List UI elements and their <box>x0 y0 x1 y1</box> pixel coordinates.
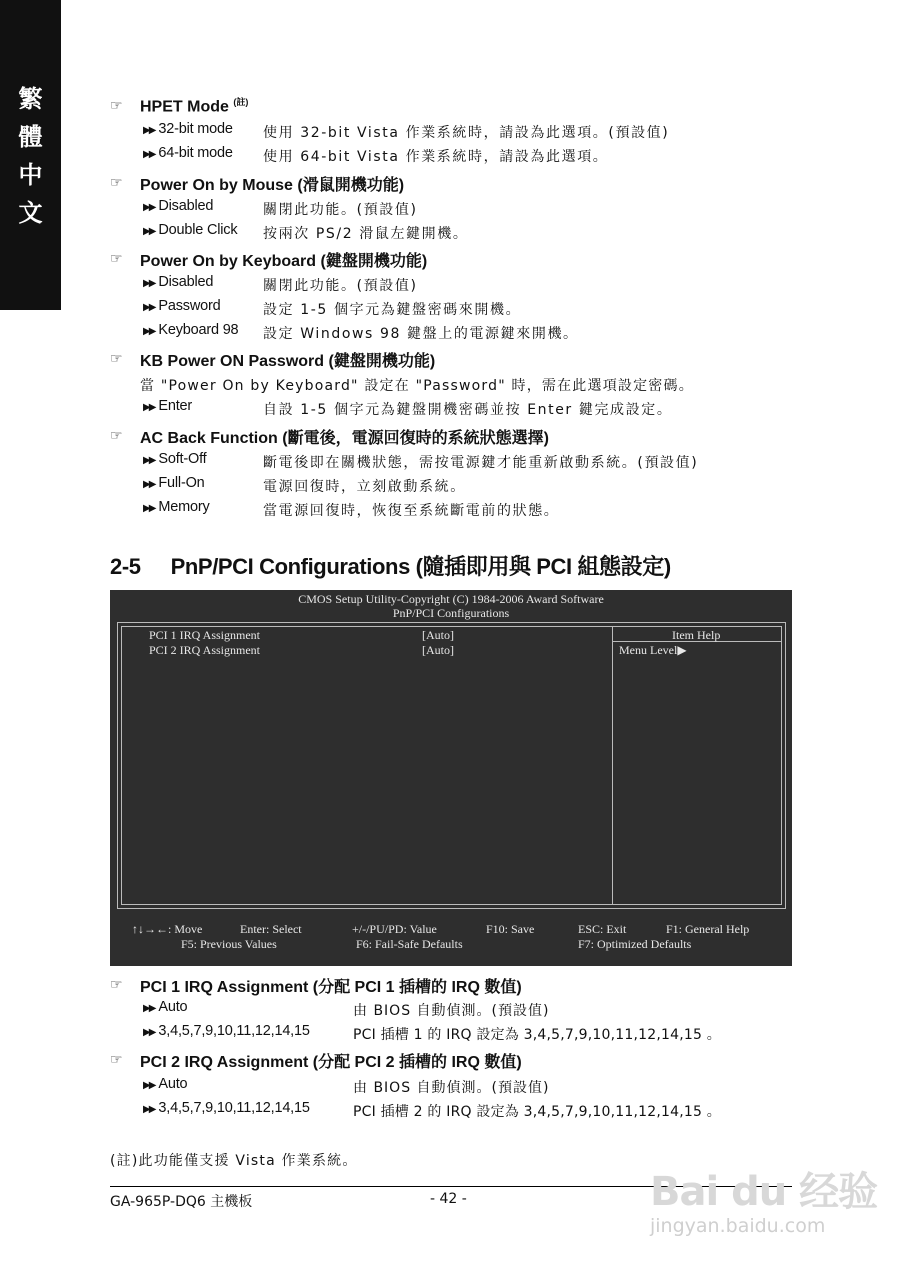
option-desc: 由 BIOS 自動偵測。(預設值) <box>353 1003 550 1019</box>
option-desc: 斷電後即在關機狀態，需按電源鍵才能重新啟動系統。(預設值) <box>263 455 699 471</box>
double-arrow-icon: ▶▶ <box>143 1003 155 1014</box>
bios-key-hint: F7: Optimized Defaults <box>578 937 692 951</box>
pointing-hand-icon: ☞ <box>110 428 123 444</box>
pointing-hand-icon: ☞ <box>110 977 123 993</box>
side-tab-char: 繁 <box>18 84 43 113</box>
option-label: 3,4,5,7,9,10,11,12,14,15 <box>158 1100 310 1116</box>
bios-item-label[interactable]: PCI 2 IRQ Assignment <box>149 643 261 657</box>
option-name <box>143 222 237 238</box>
option-label: Memory <box>158 499 210 515</box>
footnote: (註)此功能僅支援 Vista 作業系統。 <box>110 1153 358 1169</box>
option-desc: 設定 1-5 個字元為鍵盤密碼來開機。 <box>263 302 522 318</box>
bios-frame <box>117 622 786 909</box>
option-label: Disabled <box>158 274 214 290</box>
double-arrow-icon: ▶▶ <box>143 278 155 289</box>
bios-key-hint: F1: General Help <box>666 922 750 936</box>
footer-model: GA-965P-DQ6 主機板 <box>110 1194 253 1210</box>
bios-key-hint: F10: Save <box>486 922 535 936</box>
pointing-hand-icon: ☞ <box>110 175 123 191</box>
chapter-section-title <box>110 550 671 581</box>
option-name <box>143 121 233 137</box>
option-desc: 使用 32-bit Vista 作業系統時，請設為此選項。(預設值) <box>263 125 670 141</box>
option-desc: 自設 1-5 個字元為鍵盤開機密碼並按 Enter 鍵完成設定。 <box>263 402 673 418</box>
watermark-brand: Bai du 经验 <box>650 1169 878 1215</box>
footnote-marker: (註) <box>233 97 249 107</box>
option-desc: PCI 插槽 2 的 IRQ 設定為 3,4,5,7,9,10,11,12,14,15 。 <box>353 1104 721 1120</box>
section-title-text: PnP/PCI Configurations (隨插即用與 PCI 組態設定) <box>170 554 671 579</box>
section-intro: 當 "Power On by Keyboard" 設定在 "Password" 時，需在此選項設定密碼。 <box>140 378 694 394</box>
bios-divider <box>612 627 613 904</box>
bios-key-hint: ESC: Exit <box>578 922 627 936</box>
side-tab-char: 文 <box>18 198 43 227</box>
option-name <box>143 999 187 1015</box>
bios-key-hint: ↑↓→←: Move <box>132 922 203 936</box>
option-name <box>143 499 210 515</box>
section-heading: Power On by Mouse (滑鼠開機功能) <box>140 177 405 194</box>
double-arrow-icon: ▶▶ <box>143 1027 155 1038</box>
option-label: Full-On <box>158 475 205 491</box>
option-name <box>143 274 213 290</box>
heading-text: HPET Mode <box>140 98 229 116</box>
double-arrow-icon: ▶▶ <box>143 202 155 213</box>
bios-key-hint: Enter: Select <box>240 922 302 936</box>
option-desc: 使用 64-bit Vista 作業系統時，請設為此選項。 <box>263 149 609 165</box>
section-heading: PCI 2 IRQ Assignment (分配 PCI 2 插槽的 IRQ 數值) <box>140 1054 522 1071</box>
bios-inner-frame <box>121 626 782 905</box>
side-tab-char: 體 <box>18 122 43 151</box>
bios-key-hint: F5: Previous Values <box>181 937 277 951</box>
double-arrow-icon: ▶▶ <box>143 479 155 490</box>
double-arrow-icon: ▶▶ <box>143 149 155 160</box>
double-arrow-icon: ▶▶ <box>143 1080 155 1091</box>
side-tab-char: 中 <box>18 160 43 189</box>
bios-key-hint: +/-/PU/PD: Value <box>352 922 437 936</box>
option-desc: 當電源回復時，恢復至系統斷電前的狀態。 <box>263 503 560 519</box>
option-label: 3,4,5,7,9,10,11,12,14,15 <box>158 1023 310 1039</box>
option-desc: 由 BIOS 自動偵測。(預設值) <box>353 1080 550 1096</box>
bios-key-hint: F6: Fail-Safe Defaults <box>356 937 463 951</box>
option-label: Keyboard 98 <box>158 322 239 338</box>
double-arrow-icon: ▶▶ <box>143 1104 155 1115</box>
option-name <box>143 1076 187 1092</box>
option-name <box>143 322 238 338</box>
bios-item-value[interactable]: [Auto] <box>422 643 454 657</box>
option-desc: PCI 插槽 1 的 IRQ 設定為 3,4,5,7,9,10,11,12,14,15 。 <box>353 1027 721 1043</box>
section-heading: Power On by Keyboard (鍵盤開機功能) <box>140 253 428 270</box>
double-arrow-icon: ▶▶ <box>143 125 155 136</box>
double-arrow-icon: ▶▶ <box>143 455 155 466</box>
page-number: - 42 - <box>430 1191 467 1207</box>
option-label: 32-bit mode <box>158 121 233 137</box>
option-desc: 關閉此功能。(預設值) <box>263 202 418 218</box>
double-arrow-icon: ▶▶ <box>143 302 155 313</box>
bios-help-text: Menu Level▶ <box>619 643 687 657</box>
option-name <box>143 198 213 214</box>
option-label: Disabled <box>158 198 214 214</box>
double-arrow-icon: ▶▶ <box>143 226 155 237</box>
section-heading: KB Power ON Password (鍵盤開機功能) <box>140 353 436 370</box>
section-number: 2-5 <box>110 554 141 579</box>
option-label: Password <box>158 298 221 314</box>
double-arrow-icon: ▶▶ <box>143 402 155 413</box>
option-name <box>143 145 233 161</box>
option-label: Double Click <box>158 222 238 238</box>
pointing-hand-icon: ☞ <box>110 1052 123 1068</box>
option-label: 64-bit mode <box>158 145 233 161</box>
option-name <box>143 1100 310 1116</box>
bios-setup-screen <box>110 590 792 966</box>
option-label: Auto <box>158 1076 188 1092</box>
option-desc: 電源回復時，立刻啟動系統。 <box>263 479 466 495</box>
language-side-tab <box>0 0 61 310</box>
section-heading: PCI 1 IRQ Assignment (分配 PCI 1 插槽的 IRQ 數值) <box>140 979 522 996</box>
double-arrow-icon: ▶▶ <box>143 503 155 514</box>
section-heading <box>140 95 248 116</box>
option-label: Auto <box>158 999 188 1015</box>
bios-help-title: Item Help <box>672 628 721 642</box>
pointing-hand-icon: ☞ <box>110 98 123 114</box>
option-desc: 設定 Windows 98 鍵盤上的電源鍵來開機。 <box>263 326 579 342</box>
option-desc: 關閉此功能。(預設值) <box>263 278 418 294</box>
option-desc: 按兩次 PS/2 滑鼠左鍵開機。 <box>263 226 469 242</box>
bios-item-label[interactable]: PCI 1 IRQ Assignment <box>149 628 261 642</box>
bios-item-value[interactable]: [Auto] <box>422 628 454 642</box>
pointing-hand-icon: ☞ <box>110 351 123 367</box>
double-arrow-icon: ▶▶ <box>143 326 155 337</box>
option-name <box>143 451 207 467</box>
bios-title: CMOS Setup Utility-Copyright (C) 1984-2006 Award Software <box>298 592 604 606</box>
option-name <box>143 398 192 414</box>
option-name <box>143 298 220 314</box>
option-label: Soft-Off <box>158 451 207 467</box>
option-name <box>143 1023 310 1039</box>
option-name <box>143 475 205 491</box>
bios-subtitle: PnP/PCI Configurations <box>392 606 510 620</box>
option-label: Enter <box>158 398 193 414</box>
pointing-hand-icon: ☞ <box>110 251 123 267</box>
section-heading: AC Back Function (斷電後，電源回復時的系統狀態選擇) <box>140 430 549 447</box>
watermark-url: jingyan.baidu.com <box>650 1215 826 1237</box>
